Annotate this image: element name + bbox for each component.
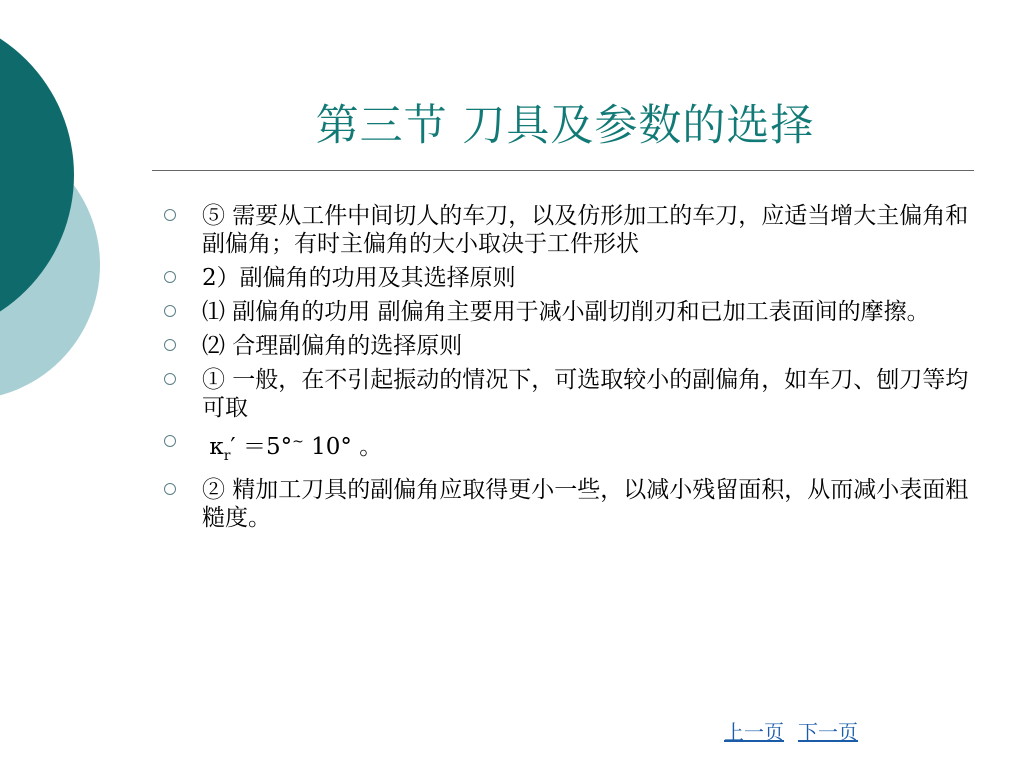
bullet-text: ② 精加工刀具的副偏角应取得更小一些，以减小残留面积，从而减小表面粗糙度。 [202, 477, 969, 531]
bullet-item [162, 476, 970, 532]
formula-subscript: r [223, 448, 231, 464]
hollow-circle-bullet-icon [164, 373, 176, 385]
hollow-circle-bullet-icon [164, 305, 176, 317]
formula-tilde: ~ [292, 434, 304, 450]
bullet-text: ⑴ 副偏角的功用 副偏角主要用于减小副切削刃和已加工表面间的摩擦。 [202, 299, 930, 325]
angle-formula [202, 428, 970, 470]
hollow-circle-bullet-icon [164, 339, 176, 351]
slide-title: 第三节 刀具及参数的选择 [315, 101, 815, 151]
hollow-circle-bullet-icon [164, 271, 176, 283]
hollow-circle-bullet-icon [164, 435, 176, 447]
bullet-item [162, 264, 970, 292]
previous-page-link[interactable]: 上一页 [724, 720, 784, 744]
formula-period: 。 [359, 434, 383, 460]
kappa-symbol: κ [209, 434, 224, 460]
formula-equals: ＝5° [242, 434, 293, 460]
bullet-item [162, 332, 970, 360]
slide-navigation [724, 716, 858, 745]
hollow-circle-bullet-icon [164, 209, 176, 221]
title-divider [152, 170, 974, 171]
bullet-item [162, 202, 970, 258]
formula-end: 10° [311, 434, 352, 460]
bullet-text: ⑤ 需要从工件中间切人的车刀，以及仿形加工的车刀，应适当增大主偏角和副偏角；有时主偏角的大小取决于工件形状 [202, 203, 969, 257]
bullet-text: ① 一般，在不引起振动的情况下，可选取较小的副偏角，如车刀、刨刀等均可取 [202, 367, 969, 421]
next-page-link[interactable]: 下一页 [798, 720, 858, 744]
bullet-text: 2）副偏角的功用及其选择原则 [202, 265, 516, 291]
hollow-circle-bullet-icon [164, 483, 176, 495]
formula-prime: ′ [230, 434, 236, 460]
bullet-item [162, 366, 970, 422]
formula-bullet-item [162, 428, 970, 470]
bullet-list [162, 202, 970, 538]
bullet-text: ⑵ 合理副偏角的选择原则 [202, 333, 463, 359]
bullet-item [162, 298, 970, 326]
